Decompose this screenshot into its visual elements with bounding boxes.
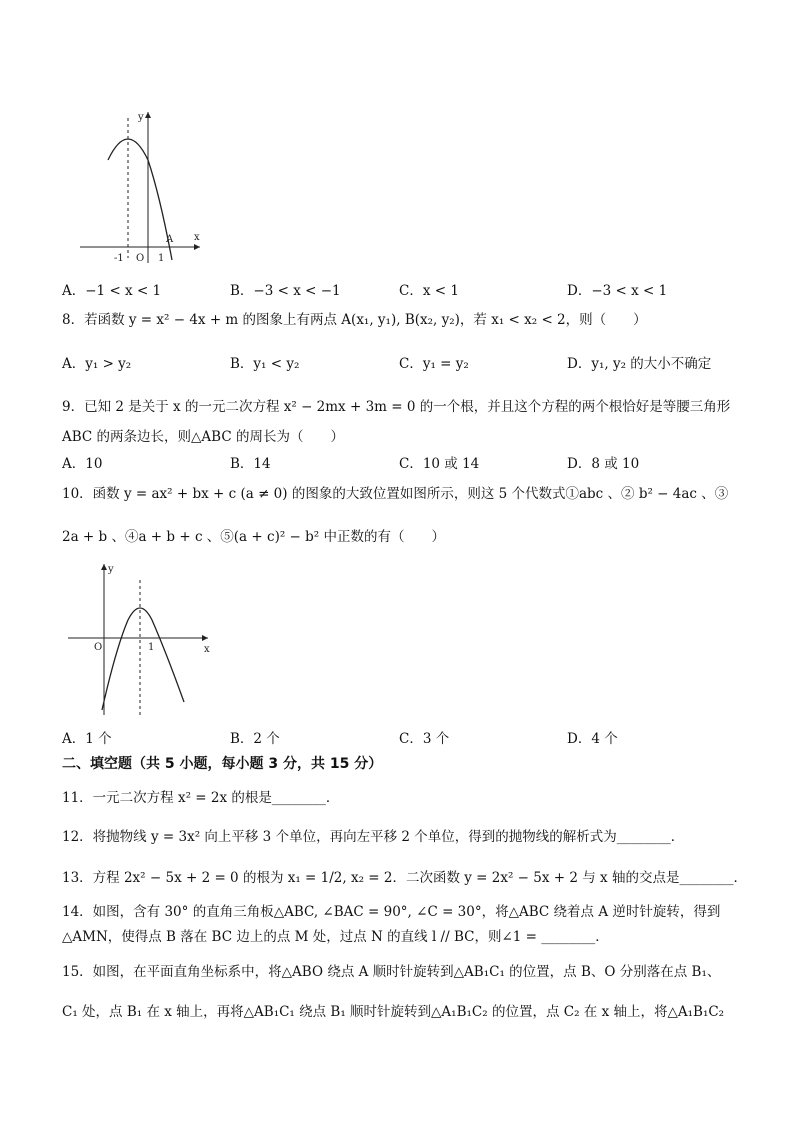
q8-options	[62, 352, 752, 370]
q9-option-a[interactable]: A．10	[62, 456, 103, 472]
x-axis-label: x	[194, 232, 200, 243]
tick-1-label: 1	[148, 642, 155, 653]
q15-line1: 15．如图，在平面直角坐标系中，将△ABO 绕点 A 顺时针旋转到△AB₁C₁ 的位置，点 B、O 分别落在点 B₁、	[62, 964, 721, 980]
q10-option-a[interactable]: A．1 个	[62, 731, 112, 747]
origin-label: O	[136, 253, 145, 264]
parabola-curve	[102, 608, 184, 710]
q10-option-b[interactable]: B．2 个	[230, 731, 280, 747]
q9-stem-line1: 9．已知 2 是关于 x 的一元二次方程 x² − 2mx + 3m = 0 的一个根，并且这个方程的两个根恰好是等腰三角形	[62, 399, 731, 415]
y-axis-label: y	[138, 112, 144, 123]
origin-label: O	[94, 642, 103, 653]
q7-option-b[interactable]: B．−3 < x < −1	[230, 283, 341, 299]
q7-options	[62, 279, 752, 297]
q8-option-b[interactable]: B．y₁ < y₂	[230, 356, 300, 372]
q8-option-c[interactable]: C．y₁ = y₂	[399, 356, 469, 372]
q14-line2: △AMN，使得点 B 落在 BC 边上的点 M 处，过点 N 的直线 l // BC，则∠1 = ________．	[62, 929, 609, 945]
point-a-label: A	[166, 234, 174, 245]
q7-option-c[interactable]: C．x < 1	[399, 283, 459, 299]
q9-options	[62, 452, 752, 470]
q15-line2: C₁ 处，点 B₁ 在 x 轴上，再将△AB₁C₁ 绕点 B₁ 顺时针旋转到△A₁B₁C₂ 的位置，点 C₂ 在 x 轴上，将△A₁B₁C₂	[62, 1004, 725, 1020]
q10-option-c[interactable]: C．3 个	[399, 731, 450, 747]
q7-option-d[interactable]: D．−3 < x < 1	[567, 283, 668, 299]
q10-stem-line1: 10．函数 y = ax² + bx + c (a ≠ 0) 的图象的大致位置如图所示，则这 5 个代数式①abc 、② b² − 4ac 、③	[62, 486, 729, 502]
section-2-title: 二、填空题（共 5 小题，每小题 3 分，共 15 分）	[62, 756, 383, 772]
q7-option-a[interactable]: A．−1 < x < 1	[62, 283, 162, 299]
q9-stem-line2: ABC 的两条边长，则△ABC 的周长为（ ）	[62, 429, 344, 445]
q8-stem: 8．若函数 y = x² − 4x + m 的图象上有两点 A(x₁, y₁), B(x₂, y₂)，若 x₁ < x₂ < 2，则（ ）	[62, 312, 647, 328]
q8-option-d[interactable]: D．y₁, y₂ 的大小不确定	[567, 356, 712, 372]
parabola-curve	[108, 139, 172, 260]
tick-1-label: 1	[158, 253, 165, 264]
q10-stem-line2: 2a + b 、④a + b + c 、⑤(a + c)² − b² 中正数的有（ ）	[62, 529, 445, 545]
q13-text: 13．方程 2x² − 5x + 2 = 0 的根为 x₁ = 1/2, x₂ = 2．二次函数 y = 2x² − 5x + 2 与 x 轴的交点是________．	[62, 870, 747, 886]
q9-option-b[interactable]: B．14	[230, 456, 271, 472]
q10-option-d[interactable]: D．4 个	[567, 731, 618, 747]
q14-line1: 14．如图，含有 30° 的直角三角板△ABC, ∠BAC = 90°, ∠C = 30°，将△ABC 绕着点 A 逆时针旋转，得到	[62, 904, 721, 920]
q11-text: 11．一元二次方程 x² = 2x 的根是________．	[62, 790, 340, 806]
q8-option-a[interactable]: A．y₁ > y₂	[62, 356, 132, 372]
figure-2-parabola	[66, 560, 216, 720]
tick-neg1-label: -1	[114, 253, 124, 264]
q9-option-c[interactable]: C．10 或 14	[399, 456, 480, 472]
x-axis-label: x	[204, 644, 210, 655]
figure-1-parabola	[72, 108, 212, 268]
q12-text: 12．将抛物线 y = 3x² 向上平移 3 个单位，再向左平移 2 个单位，得到的抛物线的解析式为________．	[62, 829, 685, 845]
y-axis-label: y	[108, 564, 114, 575]
q10-options	[62, 727, 752, 745]
q9-option-d[interactable]: D．8 或 10	[567, 456, 640, 472]
